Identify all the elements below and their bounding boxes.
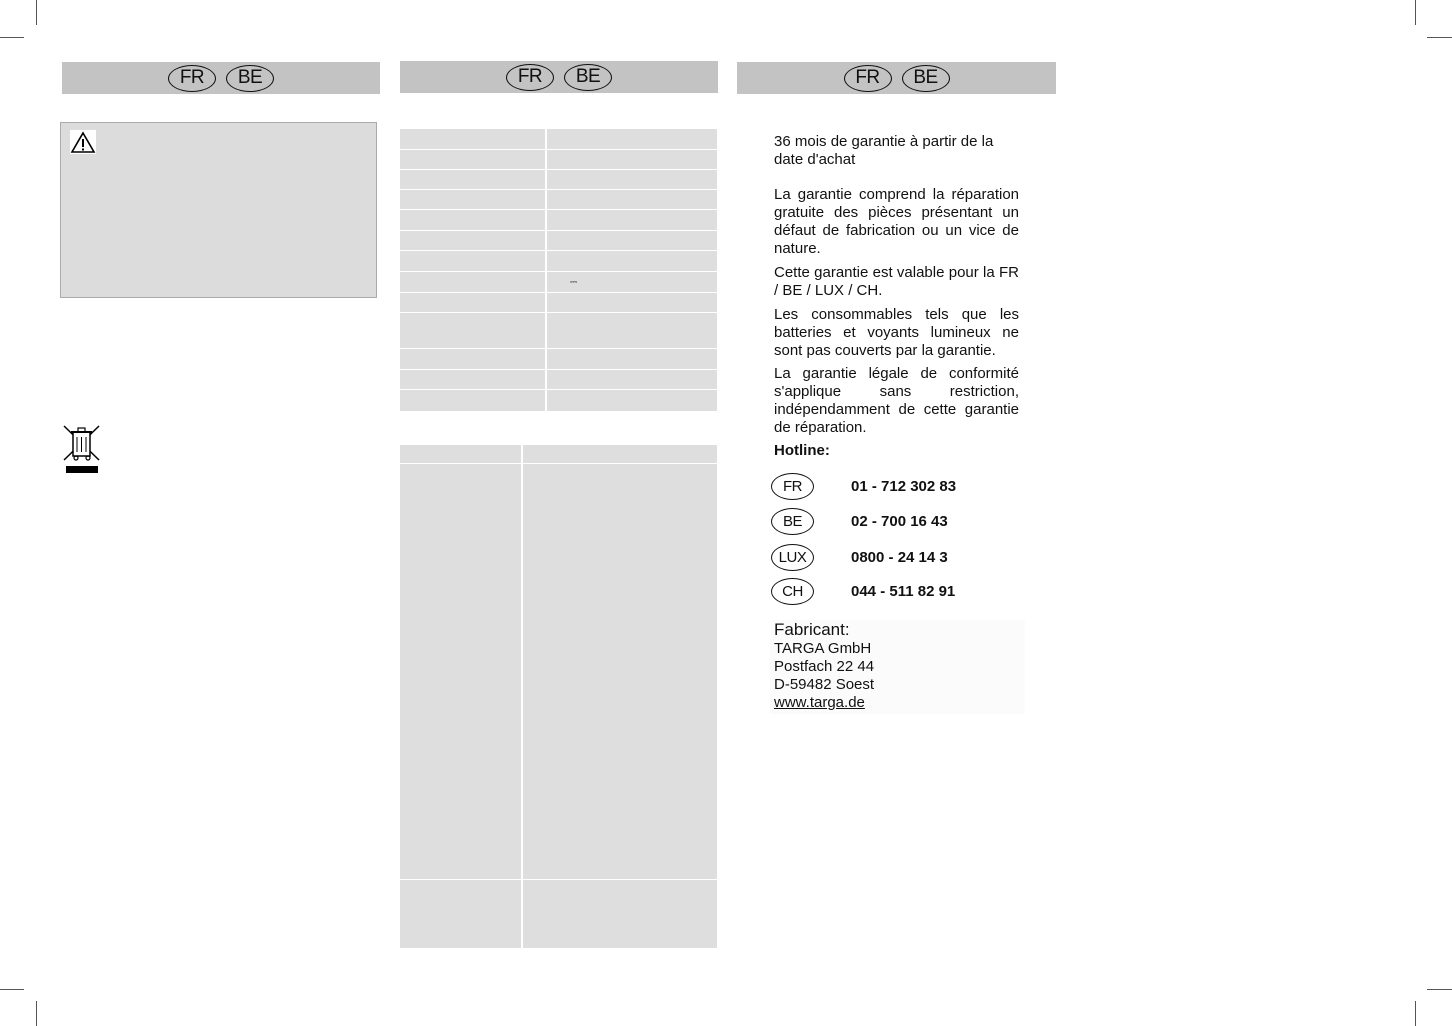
- warranty-text: [774, 264, 1019, 300]
- table-row: [400, 170, 717, 190]
- language-header-col1: [62, 62, 380, 94]
- country-badge-fr: FR: [168, 65, 216, 92]
- country-badge-fr: FR: [844, 65, 892, 92]
- country-badge-ch: CH: [771, 578, 814, 605]
- hotline-row: [771, 508, 948, 535]
- warranty-duration: 36 mois de garantie à partir de la date d'achat: [774, 133, 994, 168]
- crop-mark: [1415, 1001, 1416, 1026]
- warranty-legal: La garantie légale de conformité s'applique sans restriction, indépendamment de cette garantie de réparation.: [774, 365, 1019, 436]
- manufacturer-website-link[interactable]: www.targa.de: [774, 694, 865, 711]
- country-badge-be: BE: [771, 508, 814, 535]
- table-row: [400, 464, 717, 880]
- table-row: [400, 210, 717, 231]
- table-row: [400, 390, 717, 411]
- spec-table-2: [400, 445, 717, 948]
- crop-mark: [0, 37, 24, 38]
- crop-mark: [1415, 0, 1416, 25]
- country-badge-fr: FR: [771, 473, 814, 500]
- manufacturer-block: [770, 620, 1025, 714]
- crop-mark: [0, 989, 24, 990]
- table-row: [400, 251, 717, 272]
- hotline-number: 0800 - 24 14 3: [851, 549, 948, 566]
- warranty-coverage: La garantie comprend la réparation gratuite des pièces présentant un défaut de fabrication ou un vice de nature.: [774, 186, 1019, 257]
- dc-current-icon: ⎓: [570, 277, 578, 287]
- table-row: [400, 150, 717, 170]
- crossed-out-wheelie-bin-icon: [62, 424, 102, 476]
- warranty-consumables: Les consommables tels que les batteries et voyants lumineux ne sont pas couverts par la garantie.: [774, 306, 1019, 359]
- hotline-number: 044 - 511 82 91: [851, 583, 956, 600]
- crop-mark: [36, 0, 37, 25]
- warranty-text: [774, 186, 1019, 258]
- manufacturer-title: Fabricant:: [774, 620, 850, 639]
- table-row: [400, 880, 717, 948]
- crop-mark: [1427, 989, 1452, 990]
- table-row: [400, 272, 717, 293]
- language-header-col3: [737, 62, 1056, 94]
- table-row: [400, 293, 717, 313]
- warning-box: [60, 122, 377, 298]
- country-badge-lux: LUX: [771, 544, 814, 571]
- table-row: [400, 129, 717, 150]
- hotline-number: 01 - 712 302 83: [851, 478, 957, 495]
- table-row: [400, 231, 717, 251]
- crop-mark: [1427, 37, 1452, 38]
- crop-mark: [36, 1001, 37, 1026]
- table-row: [400, 190, 717, 210]
- country-badge-be: BE: [226, 65, 274, 92]
- hotline-number: 02 - 700 16 43: [851, 513, 948, 530]
- warranty-text: [774, 365, 1019, 437]
- language-header-col2: [400, 61, 718, 93]
- hotline-label: Hotline:: [774, 442, 830, 459]
- country-badge-be: BE: [564, 64, 612, 91]
- column-divider: [521, 445, 523, 948]
- warning-triangle-icon: [70, 130, 96, 154]
- spec-table-1: [400, 129, 717, 411]
- manufacturer-city: D-59482 Soest: [774, 676, 875, 693]
- hotline-row: [771, 473, 957, 500]
- manufacturer-postbox: Postfach 22 44: [774, 658, 875, 675]
- column-divider: [545, 129, 547, 411]
- table-row: [400, 445, 717, 464]
- table-row: [400, 313, 717, 349]
- country-badge-fr: FR: [506, 64, 554, 91]
- table-row: [400, 349, 717, 370]
- country-badge-be: BE: [902, 65, 950, 92]
- hotline-row: [771, 544, 948, 571]
- manufacturer-name: TARGA GmbH: [774, 640, 872, 657]
- hotline-row: [771, 578, 956, 605]
- table-row: [400, 370, 717, 390]
- warranty-text: [774, 133, 1019, 169]
- warranty-text: [774, 306, 1019, 360]
- warranty-validity: Cette garantie est valable pour la FR / BE / LUX / CH.: [774, 264, 1019, 299]
